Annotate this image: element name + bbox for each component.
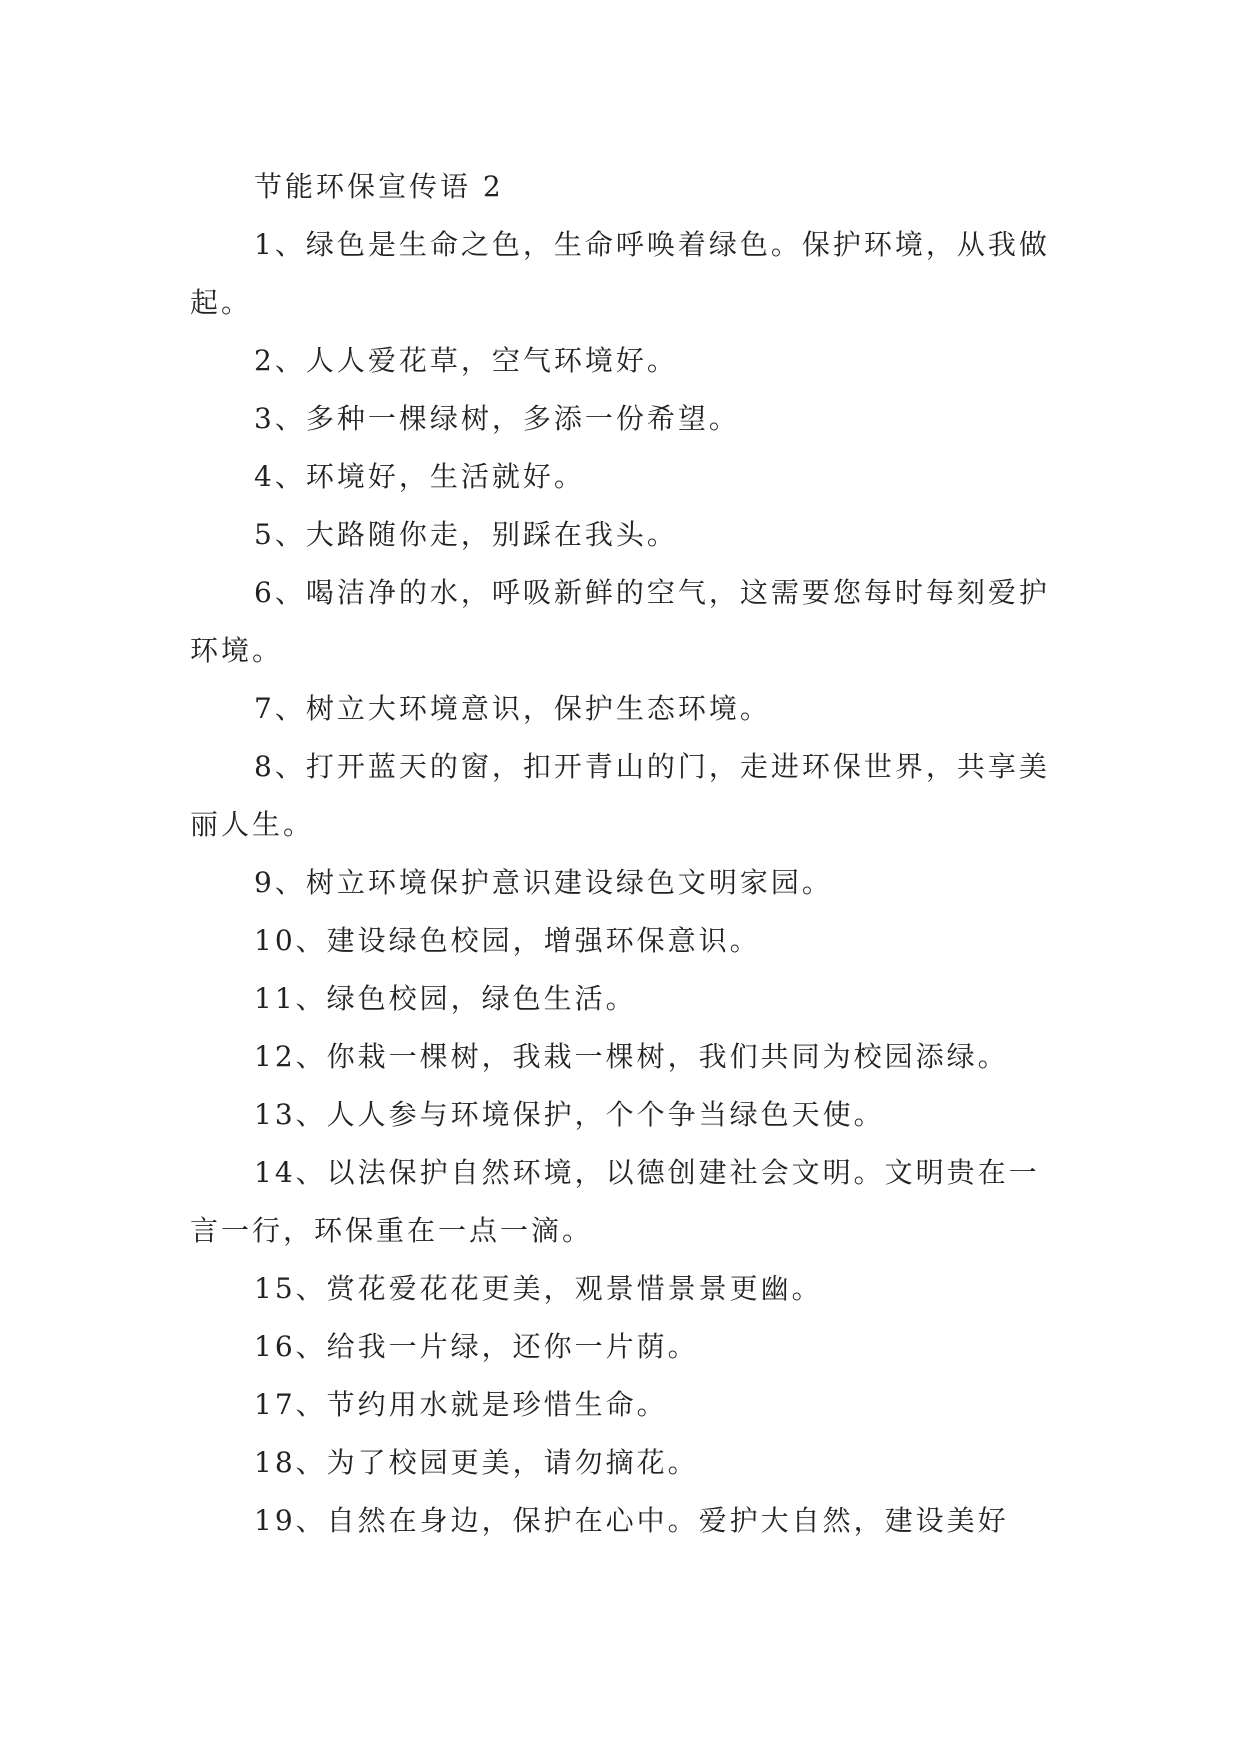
document-heading: 节能环保宣传语 2 [254, 170, 504, 203]
slogan-item-12: 12、你栽一棵树，我栽一棵树，我们共同为校园添绿。 [254, 1040, 1009, 1073]
slogan-item-1: 1、绿色是生命之色，生命呼唤着绿色。保护环境，从我做起。 [190, 228, 1050, 319]
slogan-item-10: 10、建设绿色校园，增强环保意识。 [254, 924, 761, 957]
slogan-item-17: 17、节约用水就是珍惜生命。 [254, 1388, 668, 1421]
slogan-item-3: 3、多种一棵绿树，多添一份希望。 [254, 402, 740, 435]
slogan-item-15: 15、赏花爱花花更美，观景惜景景更幽。 [254, 1272, 823, 1305]
slogan-item-14: 14、以法保护自然环境，以德创建社会文明。文明贵在一言一行，环保重在一点一滴。 [190, 1156, 1040, 1247]
document-body [190, 158, 1060, 1550]
slogan-item-7: 7、树立大环境意识，保护生态环境。 [254, 692, 771, 725]
slogan-item-4: 4、环境好，生活就好。 [254, 460, 585, 493]
slogan-item-2: 2、人人爱花草，空气环境好。 [254, 344, 678, 377]
slogan-item-9: 9、树立环境保护意识建设绿色文明家园。 [254, 866, 833, 899]
slogan-item-18: 18、为了校园更美，请勿摘花。 [254, 1446, 699, 1479]
slogan-item-6: 6、喝洁净的水，呼吸新鲜的空气，这需要您每时每刻爱护环境。 [190, 576, 1050, 667]
slogan-item-11: 11、绿色校园，绿色生活。 [254, 982, 637, 1015]
slogan-item-16: 16、给我一片绿，还你一片荫。 [254, 1330, 699, 1363]
slogan-item-5: 5、大路随你走，别踩在我头。 [254, 518, 678, 551]
slogan-item-8: 8、打开蓝天的窗，扣开青山的门，走进环保世界，共享美丽人生。 [190, 750, 1050, 841]
slogan-item-19: 19、自然在身边，保护在心中。爱护大自然，建设美好 [254, 1504, 1009, 1537]
slogan-item-13: 13、人人参与环境保护，个个争当绿色天使。 [254, 1098, 885, 1131]
